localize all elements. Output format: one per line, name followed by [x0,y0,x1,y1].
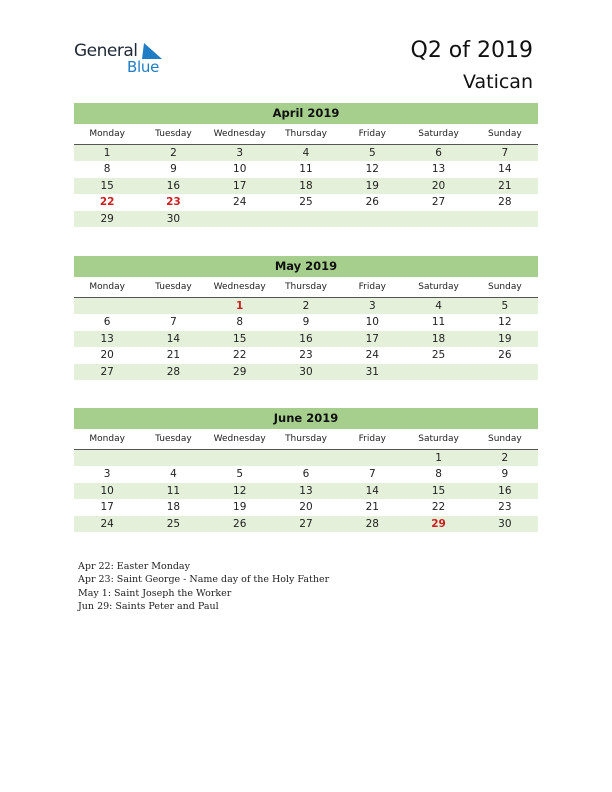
day-cell: 15 [207,331,273,347]
day-cell: 13 [431,163,446,176]
logo-text-general: General [74,41,138,61]
weekday-label: Wednesday [213,282,266,292]
day-cell: 4 [405,298,471,314]
month-june [74,408,538,532]
weekday-label: Friday [358,434,386,444]
day-cell: 12 [207,483,273,499]
logo-text-blue: Blue [127,58,159,76]
weekday-label: Wednesday [213,434,266,444]
day-cell: 23 [498,501,512,514]
day-cell: 5 [472,298,538,314]
day-cell: 21 [166,349,181,362]
weekday-label: Wednesday [213,129,266,139]
day-cell: 19 [339,178,405,194]
holiday-note: Apr 22: Easter Monday [78,561,190,572]
weekday-label: Saturday [418,129,459,139]
day-cell: 28 [140,364,206,380]
holiday-day-cell: 23 [166,196,181,209]
day-cell: 2 [273,298,339,314]
month-title: June 2019 [74,408,538,429]
day-cell: 20 [299,501,313,514]
day-cell: 14 [140,331,206,347]
day-cell: 19 [233,501,247,514]
day-cell: 22 [233,349,247,362]
empty-day-cell [140,298,206,314]
day-cell: 9 [302,316,310,329]
day-cell: 25 [140,516,206,532]
holiday-note: Apr 23: Saint George - Name day of the Holy Father [78,574,330,586]
day-cell: 14 [339,483,405,499]
day-cell: 28 [339,516,405,532]
day-cell: 8 [435,468,442,481]
empty-day-cell [405,211,471,227]
empty-day-cell [140,450,206,466]
day-cell: 12 [365,163,379,176]
holiday-day-cell: 22 [99,196,115,209]
day-cell: 1 [405,450,471,466]
holiday-notes [78,560,329,613]
empty-day-cell [472,211,538,227]
holiday-note: Jun 29: Saints Peter and Paul [78,600,219,612]
empty-day-cell [207,211,273,227]
day-cell: 15 [74,178,140,194]
day-cell: 21 [365,501,379,514]
day-cell: 7 [472,145,538,161]
month-may [74,256,538,380]
day-cell: 23 [299,349,313,362]
day-cell: 20 [100,349,114,362]
weekday-label: Saturday [418,282,459,292]
day-cell: 6 [405,145,471,161]
weekday-label: Thursday [285,434,327,444]
day-grid [74,298,538,380]
day-cell: 27 [431,196,446,209]
weekday-label: Thursday [285,282,327,292]
weekday-label: Sunday [488,282,522,292]
day-cell: 27 [273,516,339,532]
weekday-label: Saturday [418,434,459,444]
day-cell: 26 [207,516,273,532]
empty-day-cell [472,364,538,380]
month-title: May 2019 [74,256,538,277]
day-cell: 10 [233,163,247,176]
empty-day-cell [273,211,339,227]
day-cell: 11 [140,483,206,499]
day-cell: 5 [339,145,405,161]
day-cell: 24 [365,349,379,362]
day-cell: 15 [405,483,471,499]
logo-flag-icon [142,43,162,59]
day-cell: 28 [498,196,512,209]
day-cell: 4 [273,145,339,161]
holiday-day-cell: 29 [405,516,471,532]
day-cell: 11 [431,316,446,329]
weekday-header-row [74,429,538,450]
day-cell: 6 [103,316,111,329]
day-cell: 30 [273,364,339,380]
day-cell: 10 [365,316,379,329]
day-cell: 12 [498,316,512,329]
day-cell: 31 [339,364,405,380]
holiday-day-cell: 1 [207,298,273,314]
weekday-header-row [74,124,538,145]
holiday-note: May 1: Saint Joseph the Worker [78,587,232,599]
day-cell: 26 [498,349,512,362]
day-cell: 1 [74,145,140,161]
weekday-label: Sunday [488,434,522,444]
day-cell: 2 [140,145,206,161]
weekday-label: Tuesday [155,282,192,292]
day-cell: 17 [207,178,273,194]
day-cell: 13 [74,331,140,347]
day-cell: 20 [405,178,471,194]
weekday-label: Monday [89,282,125,292]
weekday-header-row [74,277,538,298]
day-cell: 24 [74,516,140,532]
empty-day-cell [405,364,471,380]
day-cell: 7 [170,316,177,329]
day-cell: 3 [339,298,405,314]
month-april [74,103,538,227]
day-cell: 25 [299,196,313,209]
weekday-label: Thursday [285,129,327,139]
day-cell: 5 [236,468,244,481]
empty-day-cell [74,298,140,314]
month-title: April 2019 [74,103,538,124]
weekday-label: Sunday [488,129,522,139]
day-cell: 30 [472,516,538,532]
day-cell: 16 [140,178,206,194]
day-cell: 25 [431,349,446,362]
day-cell: 16 [472,483,538,499]
day-cell: 6 [302,468,310,481]
day-cell: 18 [405,331,471,347]
weekday-label: Friday [358,282,386,292]
empty-day-cell [273,450,339,466]
day-cell: 3 [103,468,111,481]
day-cell: 14 [498,163,512,176]
day-cell: 26 [365,196,379,209]
country-name: Vatican [462,71,533,93]
day-cell: 27 [74,364,140,380]
weekday-label: Monday [89,434,125,444]
day-cell: 11 [299,163,313,176]
day-cell: 8 [103,163,111,176]
day-cell: 2 [472,450,538,466]
weekday-label: Monday [89,129,125,139]
day-cell: 13 [273,483,339,499]
weekday-label: Friday [358,129,386,139]
day-cell: 17 [339,331,405,347]
day-cell: 30 [140,211,206,227]
weekday-label: Tuesday [155,129,192,139]
day-cell: 9 [501,468,509,481]
quarter-title: Q2 of 2019 [410,38,533,63]
day-cell: 18 [166,501,181,514]
day-cell: 17 [100,501,114,514]
day-cell: 29 [74,211,140,227]
empty-day-cell [339,450,405,466]
day-cell: 7 [368,468,376,481]
day-cell: 3 [207,145,273,161]
day-cell: 10 [74,483,140,499]
day-cell: 19 [472,331,538,347]
day-cell: 9 [170,163,177,176]
day-cell: 8 [236,316,244,329]
day-cell: 21 [472,178,538,194]
day-cell: 22 [431,501,446,514]
day-grid [74,145,538,227]
weekday-label: Tuesday [155,434,192,444]
empty-day-cell [74,450,140,466]
empty-day-cell [339,211,405,227]
empty-day-cell [207,450,273,466]
day-cell: 18 [273,178,339,194]
day-grid [74,450,538,532]
day-cell: 29 [207,364,273,380]
day-cell: 4 [170,468,177,481]
day-cell: 24 [233,196,247,209]
brand-logo [74,41,174,77]
day-cell: 16 [273,331,339,347]
